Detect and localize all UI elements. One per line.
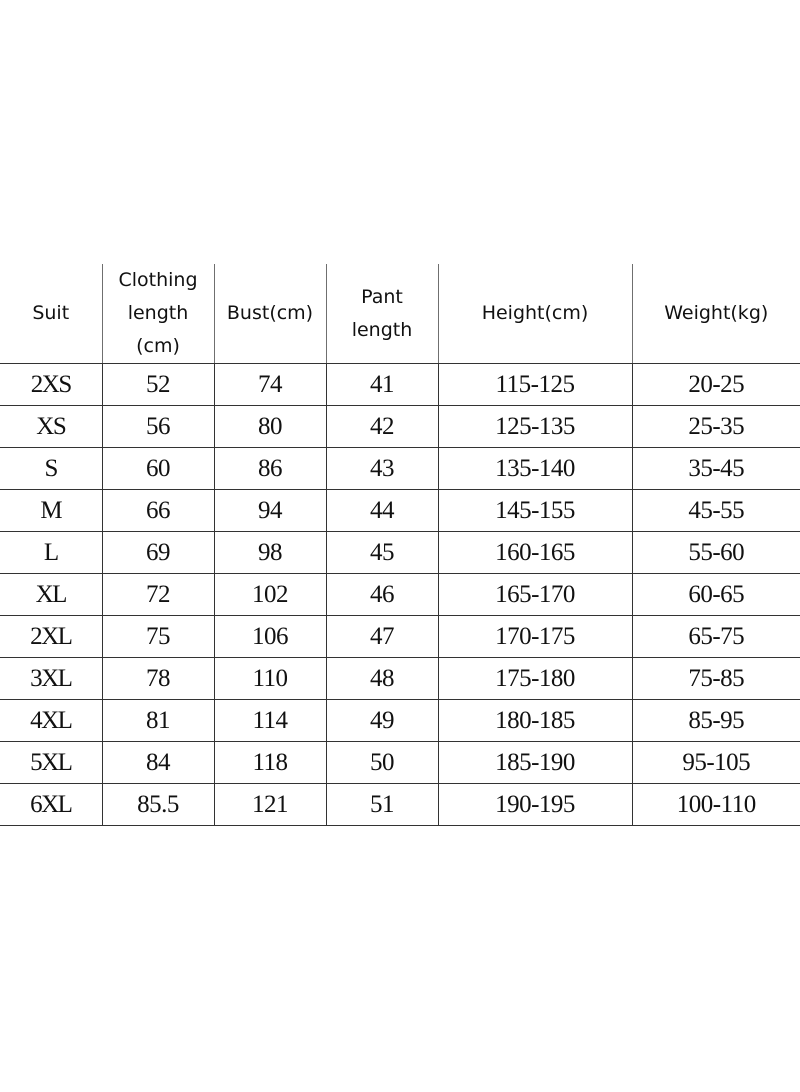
height-cell: 145-155: [438, 490, 632, 532]
weight-cell: 85-95: [632, 700, 800, 742]
clothing-length-cell: 52: [102, 364, 214, 406]
bust-cell: 110: [214, 658, 326, 700]
weight-cell: 55-60: [632, 532, 800, 574]
header-text-line: (cm): [136, 335, 180, 357]
pant-length-cell: 46: [326, 574, 438, 616]
clothing-length-cell: 78: [102, 658, 214, 700]
weight-cell: 35-45: [632, 448, 800, 490]
height-cell: 160-165: [438, 532, 632, 574]
size-chart-table: [0, 264, 800, 826]
header-text-line: Clothing: [118, 269, 198, 291]
size-cell: XS: [0, 406, 102, 448]
height-header: [438, 264, 632, 364]
pant-length-cell: 45: [326, 532, 438, 574]
header-text-line: Bust(cm): [226, 302, 314, 324]
header-row: [0, 264, 800, 364]
bust-cell: 121: [214, 784, 326, 826]
size-cell: 5XL: [0, 742, 102, 784]
bust-cell: 114: [214, 700, 326, 742]
pant-length-cell: 44: [326, 490, 438, 532]
clothing-length-cell: 72: [102, 574, 214, 616]
weight-cell: 95-105: [632, 742, 800, 784]
size-cell: M: [0, 490, 102, 532]
size-cell: S: [0, 448, 102, 490]
weight-cell: 65-75: [632, 616, 800, 658]
bust-cell: 118: [214, 742, 326, 784]
height-cell: 115-125: [438, 364, 632, 406]
table-row: [0, 742, 800, 784]
height-cell: 180-185: [438, 700, 632, 742]
header-text-line: length: [127, 302, 189, 324]
size-cell: 6XL: [0, 784, 102, 826]
size-chart-body: [0, 364, 800, 826]
table-row: [0, 574, 800, 616]
weight-cell: 20-25: [632, 364, 800, 406]
pant-length-cell: 47: [326, 616, 438, 658]
clothing-length-cell: 75: [102, 616, 214, 658]
pant-length-cell: 48: [326, 658, 438, 700]
pant-length-cell: 42: [326, 406, 438, 448]
bust-cell: 98: [214, 532, 326, 574]
height-cell: 185-190: [438, 742, 632, 784]
clothing-length-cell: 84: [102, 742, 214, 784]
bust-cell: 80: [214, 406, 326, 448]
table-row: [0, 406, 800, 448]
table-row: [0, 658, 800, 700]
bust-cell: 86: [214, 448, 326, 490]
clothing-length-cell: 66: [102, 490, 214, 532]
clothing-length-cell: 85.5: [102, 784, 214, 826]
table-row: [0, 364, 800, 406]
table-row: [0, 490, 800, 532]
height-cell: 125-135: [438, 406, 632, 448]
size-cell: 2XL: [0, 616, 102, 658]
bust-cell: 106: [214, 616, 326, 658]
size-cell: 3XL: [0, 658, 102, 700]
header-text-line: length: [351, 318, 413, 341]
table-row: [0, 532, 800, 574]
bust-header: [214, 264, 326, 364]
pant-length-cell: 50: [326, 742, 438, 784]
size-cell: XL: [0, 574, 102, 616]
table-row: [0, 616, 800, 658]
height-cell: 190-195: [438, 784, 632, 826]
clothing-length-cell: 69: [102, 532, 214, 574]
table-row: [0, 784, 800, 826]
weight-cell: 45-55: [632, 490, 800, 532]
header-text-line: Suit: [32, 302, 70, 324]
size-cell: 4XL: [0, 700, 102, 742]
clothing-length-cell: 81: [102, 700, 214, 742]
table-row: [0, 700, 800, 742]
header-text-line: Weight(kg): [664, 302, 769, 324]
size-cell: 2XS: [0, 364, 102, 406]
height-cell: 170-175: [438, 616, 632, 658]
pant-length-cell: 43: [326, 448, 438, 490]
pant-length-header: [326, 264, 438, 364]
suit-header: [0, 264, 102, 364]
weight-cell: 60-65: [632, 574, 800, 616]
weight-cell: 25-35: [632, 406, 800, 448]
pant-length-cell: 41: [326, 364, 438, 406]
header-text-line: Pant: [361, 285, 403, 308]
pant-length-cell: 51: [326, 784, 438, 826]
clothing-length-header: [102, 264, 214, 364]
weight-cell: 100-110: [632, 784, 800, 826]
size-chart-header: [0, 264, 800, 364]
pant-length-cell: 49: [326, 700, 438, 742]
size-cell: L: [0, 532, 102, 574]
height-cell: 165-170: [438, 574, 632, 616]
weight-cell: 75-85: [632, 658, 800, 700]
bust-cell: 74: [214, 364, 326, 406]
height-cell: 135-140: [438, 448, 632, 490]
header-text-line: Height(cm): [481, 302, 589, 324]
bust-cell: 94: [214, 490, 326, 532]
height-cell: 175-180: [438, 658, 632, 700]
clothing-length-cell: 60: [102, 448, 214, 490]
table-row: [0, 448, 800, 490]
bust-cell: 102: [214, 574, 326, 616]
clothing-length-cell: 56: [102, 406, 214, 448]
weight-header: [632, 264, 800, 364]
